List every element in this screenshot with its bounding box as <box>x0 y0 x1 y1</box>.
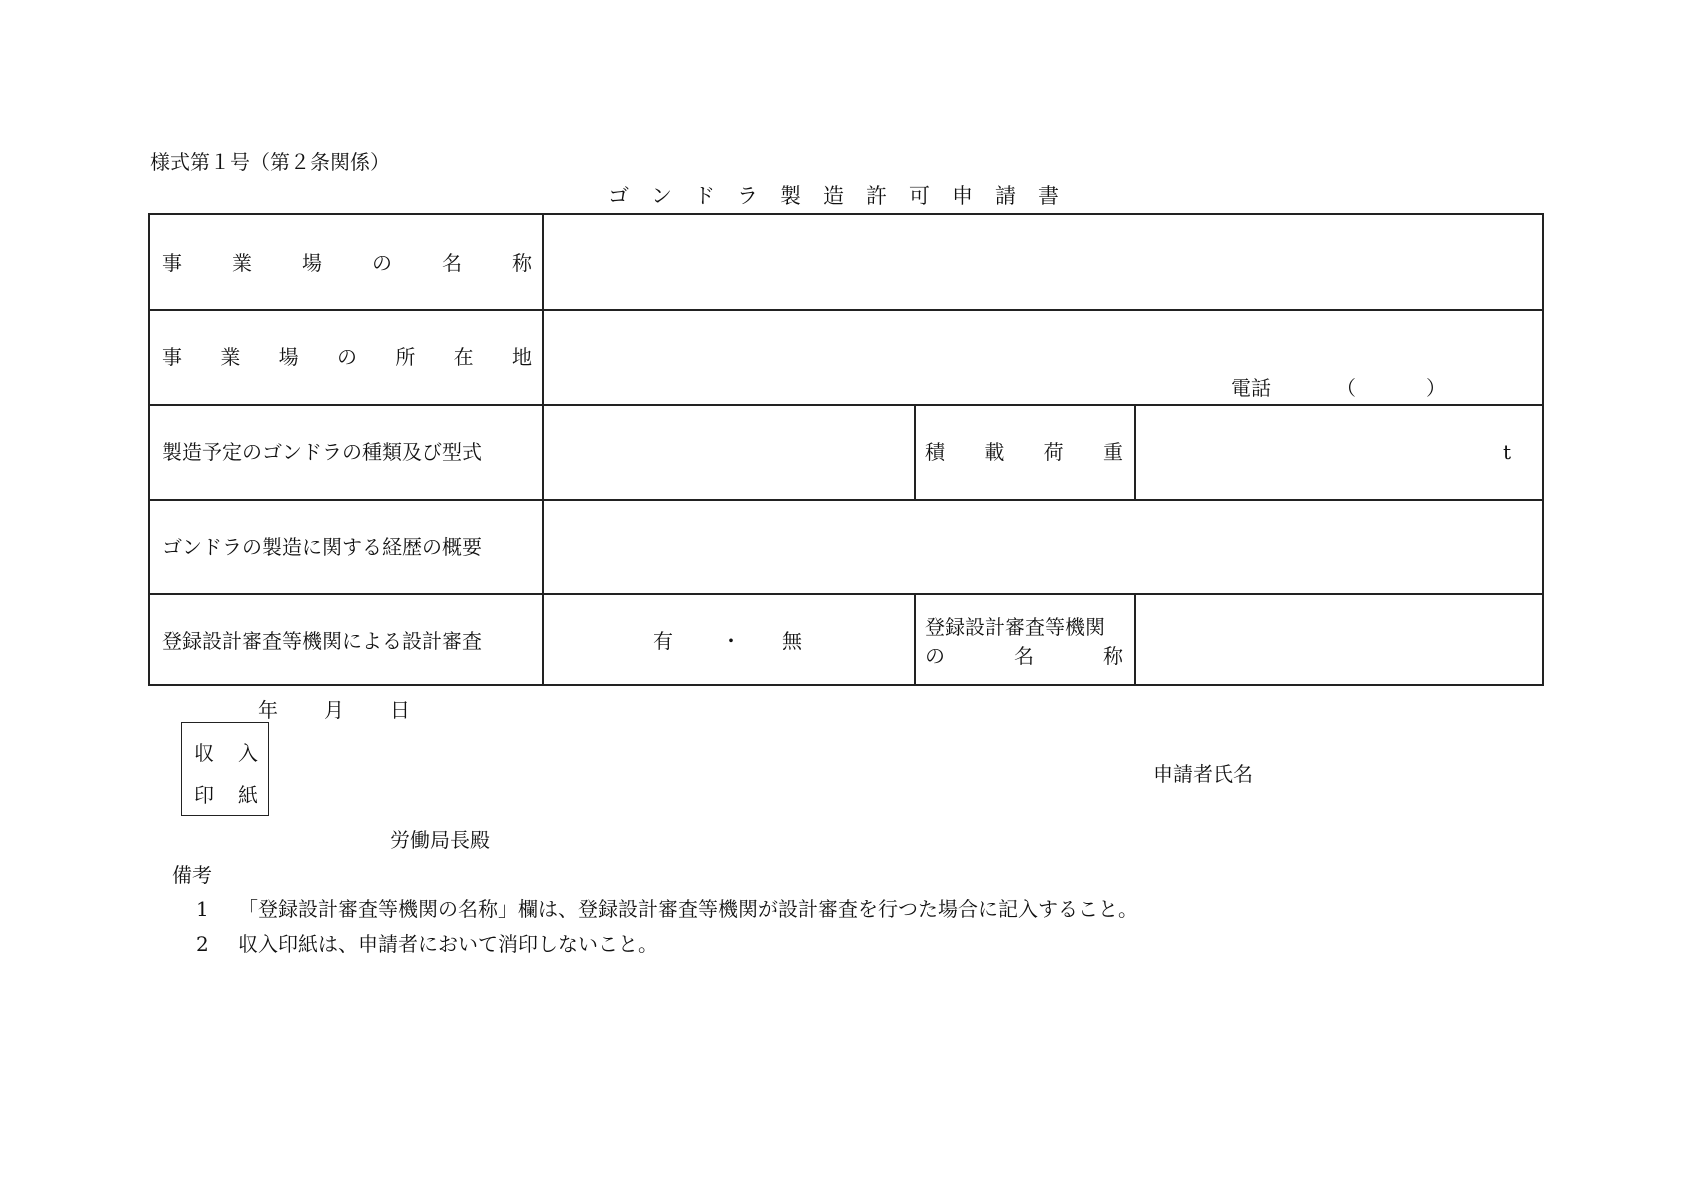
applicant-name-label: 申請者氏名 <box>1153 762 1253 786</box>
phone-paren-open: （ <box>1336 376 1356 400</box>
title-char: 請 <box>995 184 1016 208</box>
label-workplace-location <box>162 347 532 367</box>
title-char: 書 <box>1038 184 1059 208</box>
title-char: ド <box>694 184 715 208</box>
label-char: 場 <box>302 251 322 275</box>
label-review-org-line2 <box>925 646 1123 666</box>
stamp-char: 収 <box>194 741 214 765</box>
label-char: の <box>925 644 945 668</box>
label-char: 場 <box>278 345 299 369</box>
note-number: 2 <box>196 932 209 956</box>
label-char: 重 <box>1102 440 1123 464</box>
input-workplace-name[interactable] <box>544 217 1540 307</box>
title-char: 可 <box>909 184 930 208</box>
input-gondola-model[interactable] <box>544 406 912 497</box>
label-char: の <box>336 345 357 369</box>
load-unit: t <box>1503 440 1512 464</box>
stamp-char: 入 <box>238 741 258 765</box>
note-item <box>196 928 658 957</box>
stamp-char: 紙 <box>238 783 258 807</box>
note-text: 「登録設計審査等機関の名称」欄は、登録設計審査等機関が設計審査を行つた場合に記入すること。 <box>238 897 1138 921</box>
label-load-capacity <box>925 442 1123 462</box>
note-text: 収入印紙は、申請者において消印しないこと。 <box>238 932 658 956</box>
label-workplace-name <box>162 253 532 273</box>
divider <box>914 593 916 684</box>
label-gondola-model: 製造予定のゴンドラの種類及び型式 <box>162 440 482 464</box>
date-day: 日 <box>390 698 410 722</box>
title-char: 造 <box>823 184 844 208</box>
label-review-org-line1: 登録設計審査等機関 <box>925 615 1105 639</box>
label-char: 荷 <box>1043 440 1064 464</box>
divider <box>914 404 916 499</box>
label-char: 所 <box>395 345 416 369</box>
notes-title: 備考 <box>172 863 212 887</box>
label-char: 在 <box>453 345 474 369</box>
option-no[interactable]: 無 <box>782 629 802 653</box>
input-review-org-name[interactable] <box>1136 595 1540 682</box>
label-design-review: 登録設計審査等機関による設計審査 <box>162 629 482 653</box>
input-load-capacity[interactable] <box>1136 406 1540 497</box>
addressee: 労働局長殿 <box>390 828 490 852</box>
title-char: ラ <box>737 184 758 208</box>
title-char: ン <box>651 184 672 208</box>
stamp-line2 <box>194 779 258 808</box>
label-char: 地 <box>511 345 532 369</box>
input-manufacturing-history[interactable] <box>544 501 1540 591</box>
label-char: 載 <box>984 440 1005 464</box>
date-month: 月 <box>324 698 344 722</box>
label-char: 業 <box>232 251 252 275</box>
title-char: 申 <box>952 184 973 208</box>
title-char: ゴ <box>608 184 629 208</box>
note-number: 1 <box>196 897 209 921</box>
stamp-char: 印 <box>194 783 214 807</box>
label-manufacturing-history: ゴンドラの製造に関する経歴の概要 <box>162 535 482 559</box>
label-char: 積 <box>925 440 945 464</box>
title-char: 許 <box>866 184 887 208</box>
title-char: 製 <box>780 184 801 208</box>
form-title <box>608 180 1081 210</box>
label-char: 称 <box>512 251 532 275</box>
input-workplace-location[interactable] <box>544 311 1540 402</box>
label-char: 事 <box>162 345 182 369</box>
phone-label: 電話 <box>1231 376 1271 400</box>
application-table <box>148 213 1544 686</box>
label-char: 名 <box>1014 644 1034 668</box>
revenue-stamp-box <box>181 722 269 816</box>
option-separator: ・ <box>721 629 741 653</box>
label-char: 名 <box>442 251 462 275</box>
phone-paren-close: ） <box>1426 376 1446 400</box>
date-year: 年 <box>258 698 278 722</box>
label-char: 称 <box>1103 644 1123 668</box>
label-char: 事 <box>162 251 182 275</box>
date-line <box>258 694 410 723</box>
label-char: 業 <box>220 345 241 369</box>
note-item <box>196 893 1138 922</box>
label-char: の <box>372 251 392 275</box>
option-yes[interactable]: 有 <box>653 629 673 653</box>
stamp-line1 <box>194 737 258 766</box>
form-number: 様式第１号（第２条関係） <box>150 150 390 174</box>
